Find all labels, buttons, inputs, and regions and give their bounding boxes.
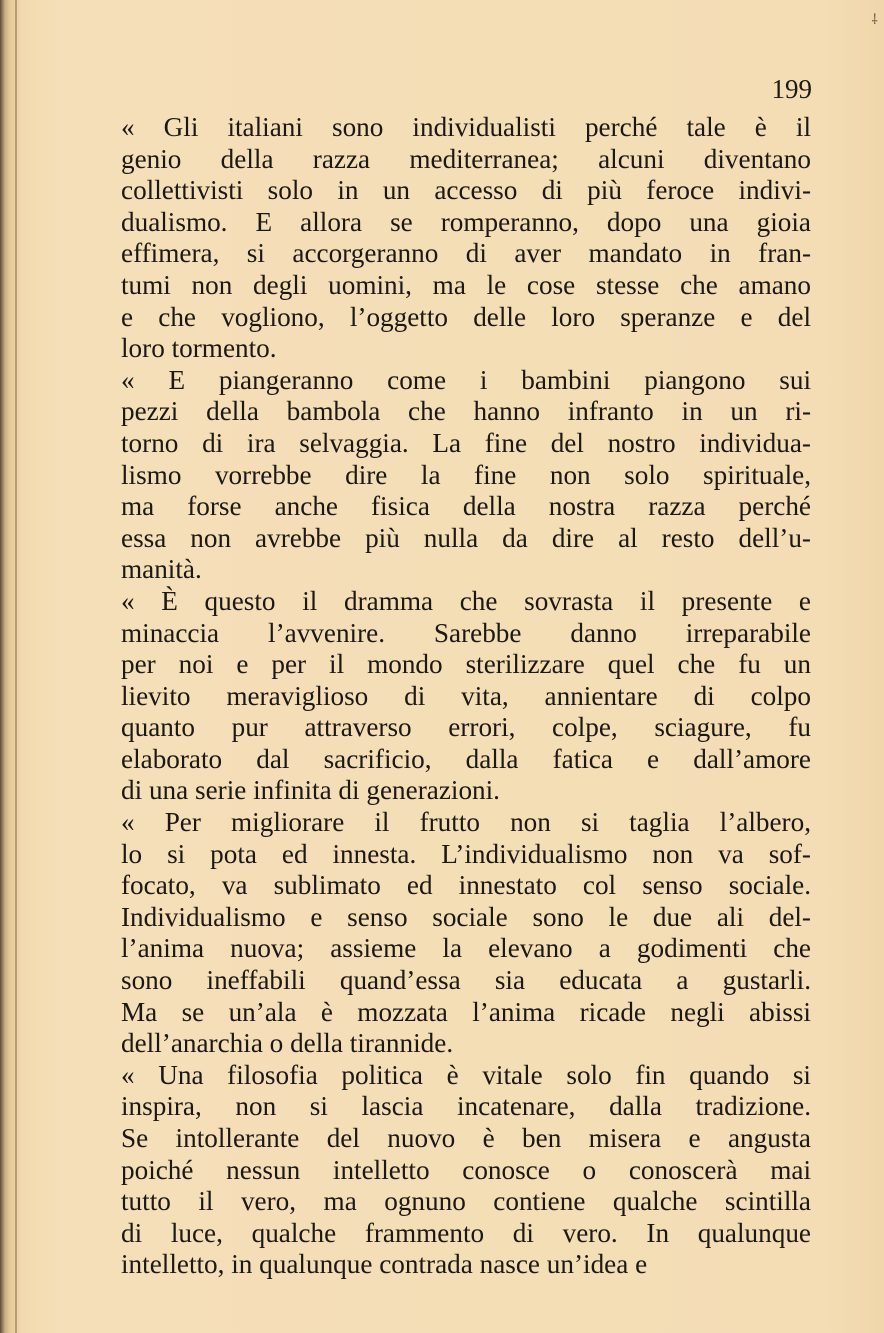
text-line: tumi non degli uomini, ma le cose stesse che amano (121, 269, 811, 300)
paragraph (121, 1060, 811, 1281)
text-line: Se intollerante del nuovo è ben misera e angusta (121, 1123, 811, 1153)
text-line: focato, va sublimato ed innestato col senso sociale. (121, 870, 811, 901)
text-line: inspira, non si lascia incatenare, dalla tradizione. (121, 1091, 811, 1122)
text-line: « È questo il dramma che sovrasta il presente e (121, 585, 811, 616)
text-line: manità. (121, 554, 202, 585)
text-line: lismo vorrebbe dire la fine non solo spirituale, (121, 459, 811, 490)
text-line: e che vogliono, l’oggetto delle loro speranze e del (121, 301, 811, 332)
text-line: minaccia l’avvenire. Sarebbe danno irreparabile (121, 617, 811, 648)
book-spine-shadow (0, 0, 22, 1333)
text-line: « Gli italiani sono individualisti perché tale è il (121, 112, 811, 142)
text-line: loro tormento. (121, 333, 277, 364)
text-line: intelletto, in qualunque contrada nasce un’idea e (121, 1249, 648, 1280)
text-line: lo si pota ed innesta. L’individualismo non va sof- (121, 838, 811, 869)
corner-mark: ⸸ (871, 12, 878, 28)
paragraph (121, 807, 811, 1060)
text-line: quanto pur attraverso errori, colpe, sciagure, fu (121, 712, 811, 743)
text-line: di luce, qualche frammento di vero. In qualunque (121, 1217, 811, 1248)
text-line: lievito meraviglioso di vita, annientare di colpo (121, 680, 811, 711)
text-line: Ma se un’ala è mozzata l’anima ricade negli abissi (121, 996, 811, 1027)
text-line: torno di ira selvaggia. La fine del nostro individua- (121, 427, 811, 458)
text-line: dell’anarchia o della tirannide. (121, 1028, 454, 1059)
text-line: l’anima nuova; assieme la elevano a godimenti che (121, 933, 811, 964)
body-text (121, 112, 811, 1281)
text-line: effimera, si accorgeranno di aver mandato in fran- (121, 238, 811, 269)
text-line: pezzi della bambola che hanno infranto in un ri- (121, 396, 811, 427)
text-line: genio della razza mediterranea; alcuni diventano (121, 143, 811, 174)
page-number: 199 (771, 74, 812, 104)
paragraph (121, 365, 811, 586)
text-line: « Una filosofia politica è vitale solo fin quando si (121, 1059, 811, 1090)
paragraph (121, 586, 811, 807)
text-line: ma forse anche fisica della nostra razza perché (121, 491, 811, 522)
text-line: collettivisti solo in un accesso di più feroce indivi- (121, 175, 811, 206)
text-line: essa non avrebbe più nulla da dire al resto dell’u- (121, 522, 811, 553)
spine-fold-line (15, 0, 17, 1333)
text-line: per noi e per il mondo sterilizzare quel che fu un (121, 649, 811, 680)
text-line: Individualismo e senso sociale sono le due ali del- (121, 901, 811, 932)
text-line: « Per migliorare il frutto non si taglia l’albero, (121, 807, 811, 838)
text-line: dualismo. E allora se romperanno, dopo una gioia (121, 206, 811, 237)
paragraph (121, 112, 811, 365)
text-line: tutto il vero, ma ognuno contiene qualche scintilla (121, 1186, 811, 1217)
text-line: poiché nessun intelletto conosce o conoscerà mai (121, 1154, 811, 1185)
text-line: di una serie infinita di generazioni. (121, 775, 500, 806)
text-line: sono ineffabili quand’essa sia educata a gustarli. (121, 965, 811, 996)
text-line: « E piangeranno come i bambini piangono sui (121, 364, 811, 395)
text-line: elaborato dal sacrificio, dalla fatica e dall’amore (121, 743, 811, 774)
